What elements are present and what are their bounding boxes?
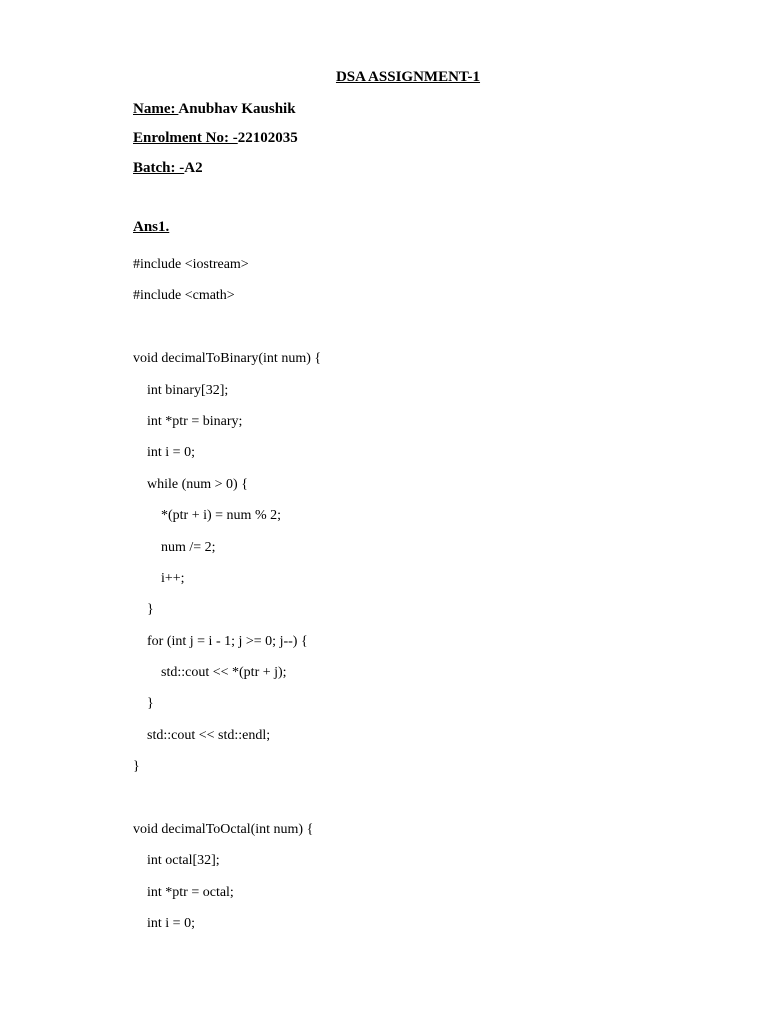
code-line: void decimalToBinary(int num) {: [133, 351, 322, 367]
code-line: }: [133, 602, 154, 618]
code-line: int *ptr = octal;: [133, 884, 234, 900]
code-line: num /= 2;: [133, 539, 216, 555]
code-line: *(ptr + i) = num % 2;: [133, 508, 281, 524]
code-line: i++;: [133, 570, 185, 586]
code-line: }: [133, 759, 140, 775]
code-line: for (int j = i - 1; j >= 0; j--) {: [133, 633, 308, 649]
student-name-line: [133, 100, 296, 118]
code-line: #include <cmath>: [133, 288, 235, 304]
code-block: [133, 249, 321, 940]
code-line: int binary[32];: [133, 382, 229, 398]
answer-heading: Ans1.: [133, 219, 170, 235]
code-line: while (num > 0) {: [133, 476, 248, 492]
code-line: int octal[32];: [133, 853, 220, 869]
batch-value: A2: [184, 160, 203, 176]
name-value: Anubhav Kaushik: [178, 101, 296, 117]
code-line: [133, 312, 321, 343]
code-line: #include <iostream>: [133, 257, 249, 272]
document-title: DSA ASSIGNMENT-1: [335, 69, 481, 85]
code-line: std::cout << *(ptr + j);: [133, 665, 287, 681]
batch-label: Batch: -: [133, 160, 185, 176]
batch-line: [133, 159, 203, 177]
enrolment-line: [133, 129, 298, 147]
enrolment-label: Enrolment No: -: [133, 130, 238, 146]
code-line: int *ptr = binary;: [133, 413, 243, 429]
name-label: Name:: [133, 101, 179, 117]
code-line: void decimalToOctal(int num) {: [133, 822, 314, 838]
code-line: std::cout << std::endl;: [133, 727, 271, 743]
code-line: int i = 0;: [133, 445, 195, 461]
code-line: int i = 0;: [133, 916, 195, 932]
code-line: }: [133, 696, 154, 712]
enrolment-value: 22102035: [237, 130, 298, 146]
code-line: [133, 783, 321, 814]
